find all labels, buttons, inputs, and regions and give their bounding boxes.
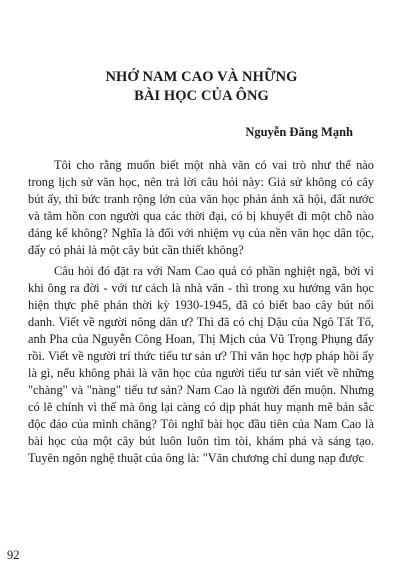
- author-name: Nguyễn Đăng Mạnh: [245, 125, 353, 139]
- paragraph-1: Tôi cho rằng muốn biết một nhà văn có vai trò như thế nào trong lịch sử văn học, nên trả lời câu hỏi này: Giả sử không có cây bút ấy, thì bức tranh rộng lớn của văn học phản ánh xã hội, đất nước và tâm hồn con người qua các thời đại, có bị khuyết đi một chỗ nào đáng kể không? Nghĩa là đối với nhiệm vụ của nền văn học dân tộc, đấy có phải là một cây bút cần thiết không?: [28, 158, 374, 257]
- chapter-title-line-1: NHỚ NAM CAO VÀ NHỮNG: [105, 69, 298, 85]
- page-number: 92: [7, 548, 20, 562]
- paragraph-2: Câu hỏi đó đặt ra với Nam Cao quả có phần nghiệt ngã, bởi vì khi ông ra đời - với tư cách là nhà văn - thì trong xu hướng văn học hiện thực phê phán thời kỳ 1930-1945, đã có biết bao cây bút nổi danh. Viết về người nông dân ư? Thì đã có chị Dậu của Ngô Tất Tố, anh Pha của Nguyễn Công Hoan, Thị Mịch của Vũ Trọng Phụng đấy rồi. Viết về người trí thức tiểu tư sản ư? Thì văn học hợp pháp hồi ấy là gì, nếu không phải là văn học của người tiểu tư sản viết về những "chàng" và "nàng" tiểu tư sản? Nam Cao là người đến muộn. Nhưng có lẽ chính vì thế mà ông lại càng có dịp phát huy mạnh mẽ bản sắc độc đáo của mình chăng? Tôi nghĩ bài học đầu tiên của Nam Cao là bài học của một cây bút luôn luôn tìm tòi, khám phá và sáng tạo. Tuyên ngôn nghệ thuật của ông là: "Văn chương chỉ dung nạp được: [28, 264, 374, 465]
- body-text: [28, 157, 374, 471]
- chapter-title-line-2: BÀI HỌC CỦA ÔNG: [134, 88, 269, 104]
